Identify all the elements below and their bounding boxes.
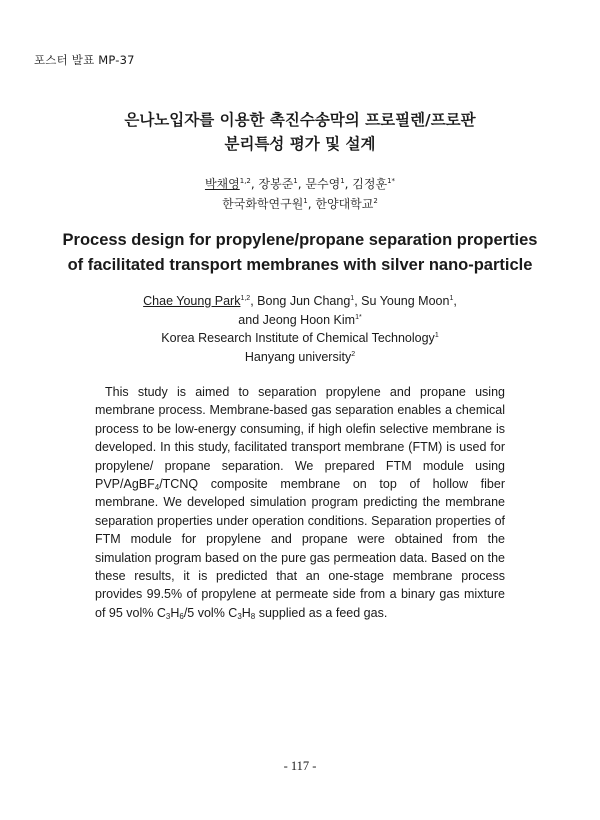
korean-title: [0, 108, 600, 156]
page-number: - 117 -: [283, 759, 317, 773]
affiliation-sup: 2: [351, 350, 356, 358]
abstract-text: /TCNQ composite membrane on top of hollow fiber membrane. We developed simulation program predicting the membrane separation properties under operation conditions. Separation properties of FTM module for propylene and propane were obtained from the simulation program based on the pure gas permeation data. Based on the these results, it is predicted that an one-stage membrane process provides 99.5% of propylene at permeate side from a binary gas mixture of 95 vol% C: [95, 477, 505, 620]
author-sup: 1: [449, 295, 454, 302]
korean-title-line-2: 분리특성 평가 및 설계: [224, 135, 376, 153]
author-sup: 1*: [355, 313, 362, 321]
affiliation: 한양대학교: [315, 197, 374, 211]
author-name: 문수영: [305, 177, 341, 191]
and-word: and: [238, 312, 260, 327]
author-sup: 1: [340, 177, 345, 185]
korean-title-line-1: 은나노입자를 이용한 촉진수송막의 프로필렌/프로판: [124, 111, 476, 129]
korean-authors: [0, 174, 600, 214]
english-title: [0, 228, 600, 278]
author-sup: 1,2: [239, 177, 251, 185]
affiliation-sup: 1: [303, 197, 308, 205]
author-name: 김정훈: [352, 177, 388, 191]
author-sup: 1*: [387, 177, 396, 185]
author-name: 박채영: [204, 177, 240, 191]
author-name: Su Young Moon: [361, 294, 450, 308]
subscript: 4: [154, 483, 160, 493]
korean-author-names: 박채영$^{1,2}$, 장봉준$^1$, 문수영$^1$, 김정훈$^{1*}$: [204, 177, 396, 191]
english-authors: [0, 292, 600, 366]
subscript: 3: [165, 611, 171, 621]
english-affiliation-1: [0, 329, 600, 348]
english-title-line-1: Process design for propylene/propane separation properties: [62, 231, 538, 249]
english-title-line-2: of facilitated transport membranes with silver nano-particle: [67, 256, 533, 274]
separator: ,: [250, 294, 254, 308]
english-author-names-line-1: [0, 292, 600, 311]
korean-affiliations: 한국화학연구원$^1$, 한양대학교$^2$: [222, 197, 378, 211]
author-name: Jeong Hoon Kim: [262, 312, 356, 327]
separator: ,: [354, 294, 358, 308]
author-sup: 1,2: [240, 295, 251, 302]
separator: ,: [453, 294, 457, 308]
affiliation: Korea Research Institute of Chemical Technology: [161, 331, 435, 345]
abstract-text: supplied as a feed gas.: [255, 605, 388, 620]
abstract-text: H: [170, 605, 180, 620]
author-sup: 1: [350, 295, 355, 302]
abstract-text: This study is aimed to separation propylene and propane using membrane process. Membrane-based gas separation enables a chemical process to be low-energy consuming, if high olefin selective membrane is developed. In this study, facilitated transport membrane (FTM) is used for propylene/ propane separation. We prepared FTM module using PVP/AgBF: [95, 385, 505, 492]
abstract-text: /5 vol% C: [183, 605, 238, 620]
session-code: 포스터 발표 MP-37: [34, 53, 135, 67]
author-name: Bong Jun Chang: [257, 294, 351, 308]
abstract-body: [95, 383, 505, 622]
affiliation: Hanyang university: [244, 349, 352, 364]
english-affiliation-2: [0, 348, 600, 367]
author-sup: 1: [293, 177, 298, 185]
subscript: 8: [250, 611, 256, 621]
author-name: 장봉준: [258, 177, 294, 191]
affiliation-sup: 1: [434, 332, 439, 339]
author-name: Chae Young Park: [143, 294, 241, 308]
subscript: 3: [237, 611, 242, 621]
english-author-names-line-2: [0, 311, 600, 330]
affiliation-sup: 2: [373, 197, 378, 205]
affiliation: 한국화학연구원: [222, 197, 304, 211]
subscript: 6: [179, 611, 184, 621]
abstract-text: H: [241, 605, 251, 620]
